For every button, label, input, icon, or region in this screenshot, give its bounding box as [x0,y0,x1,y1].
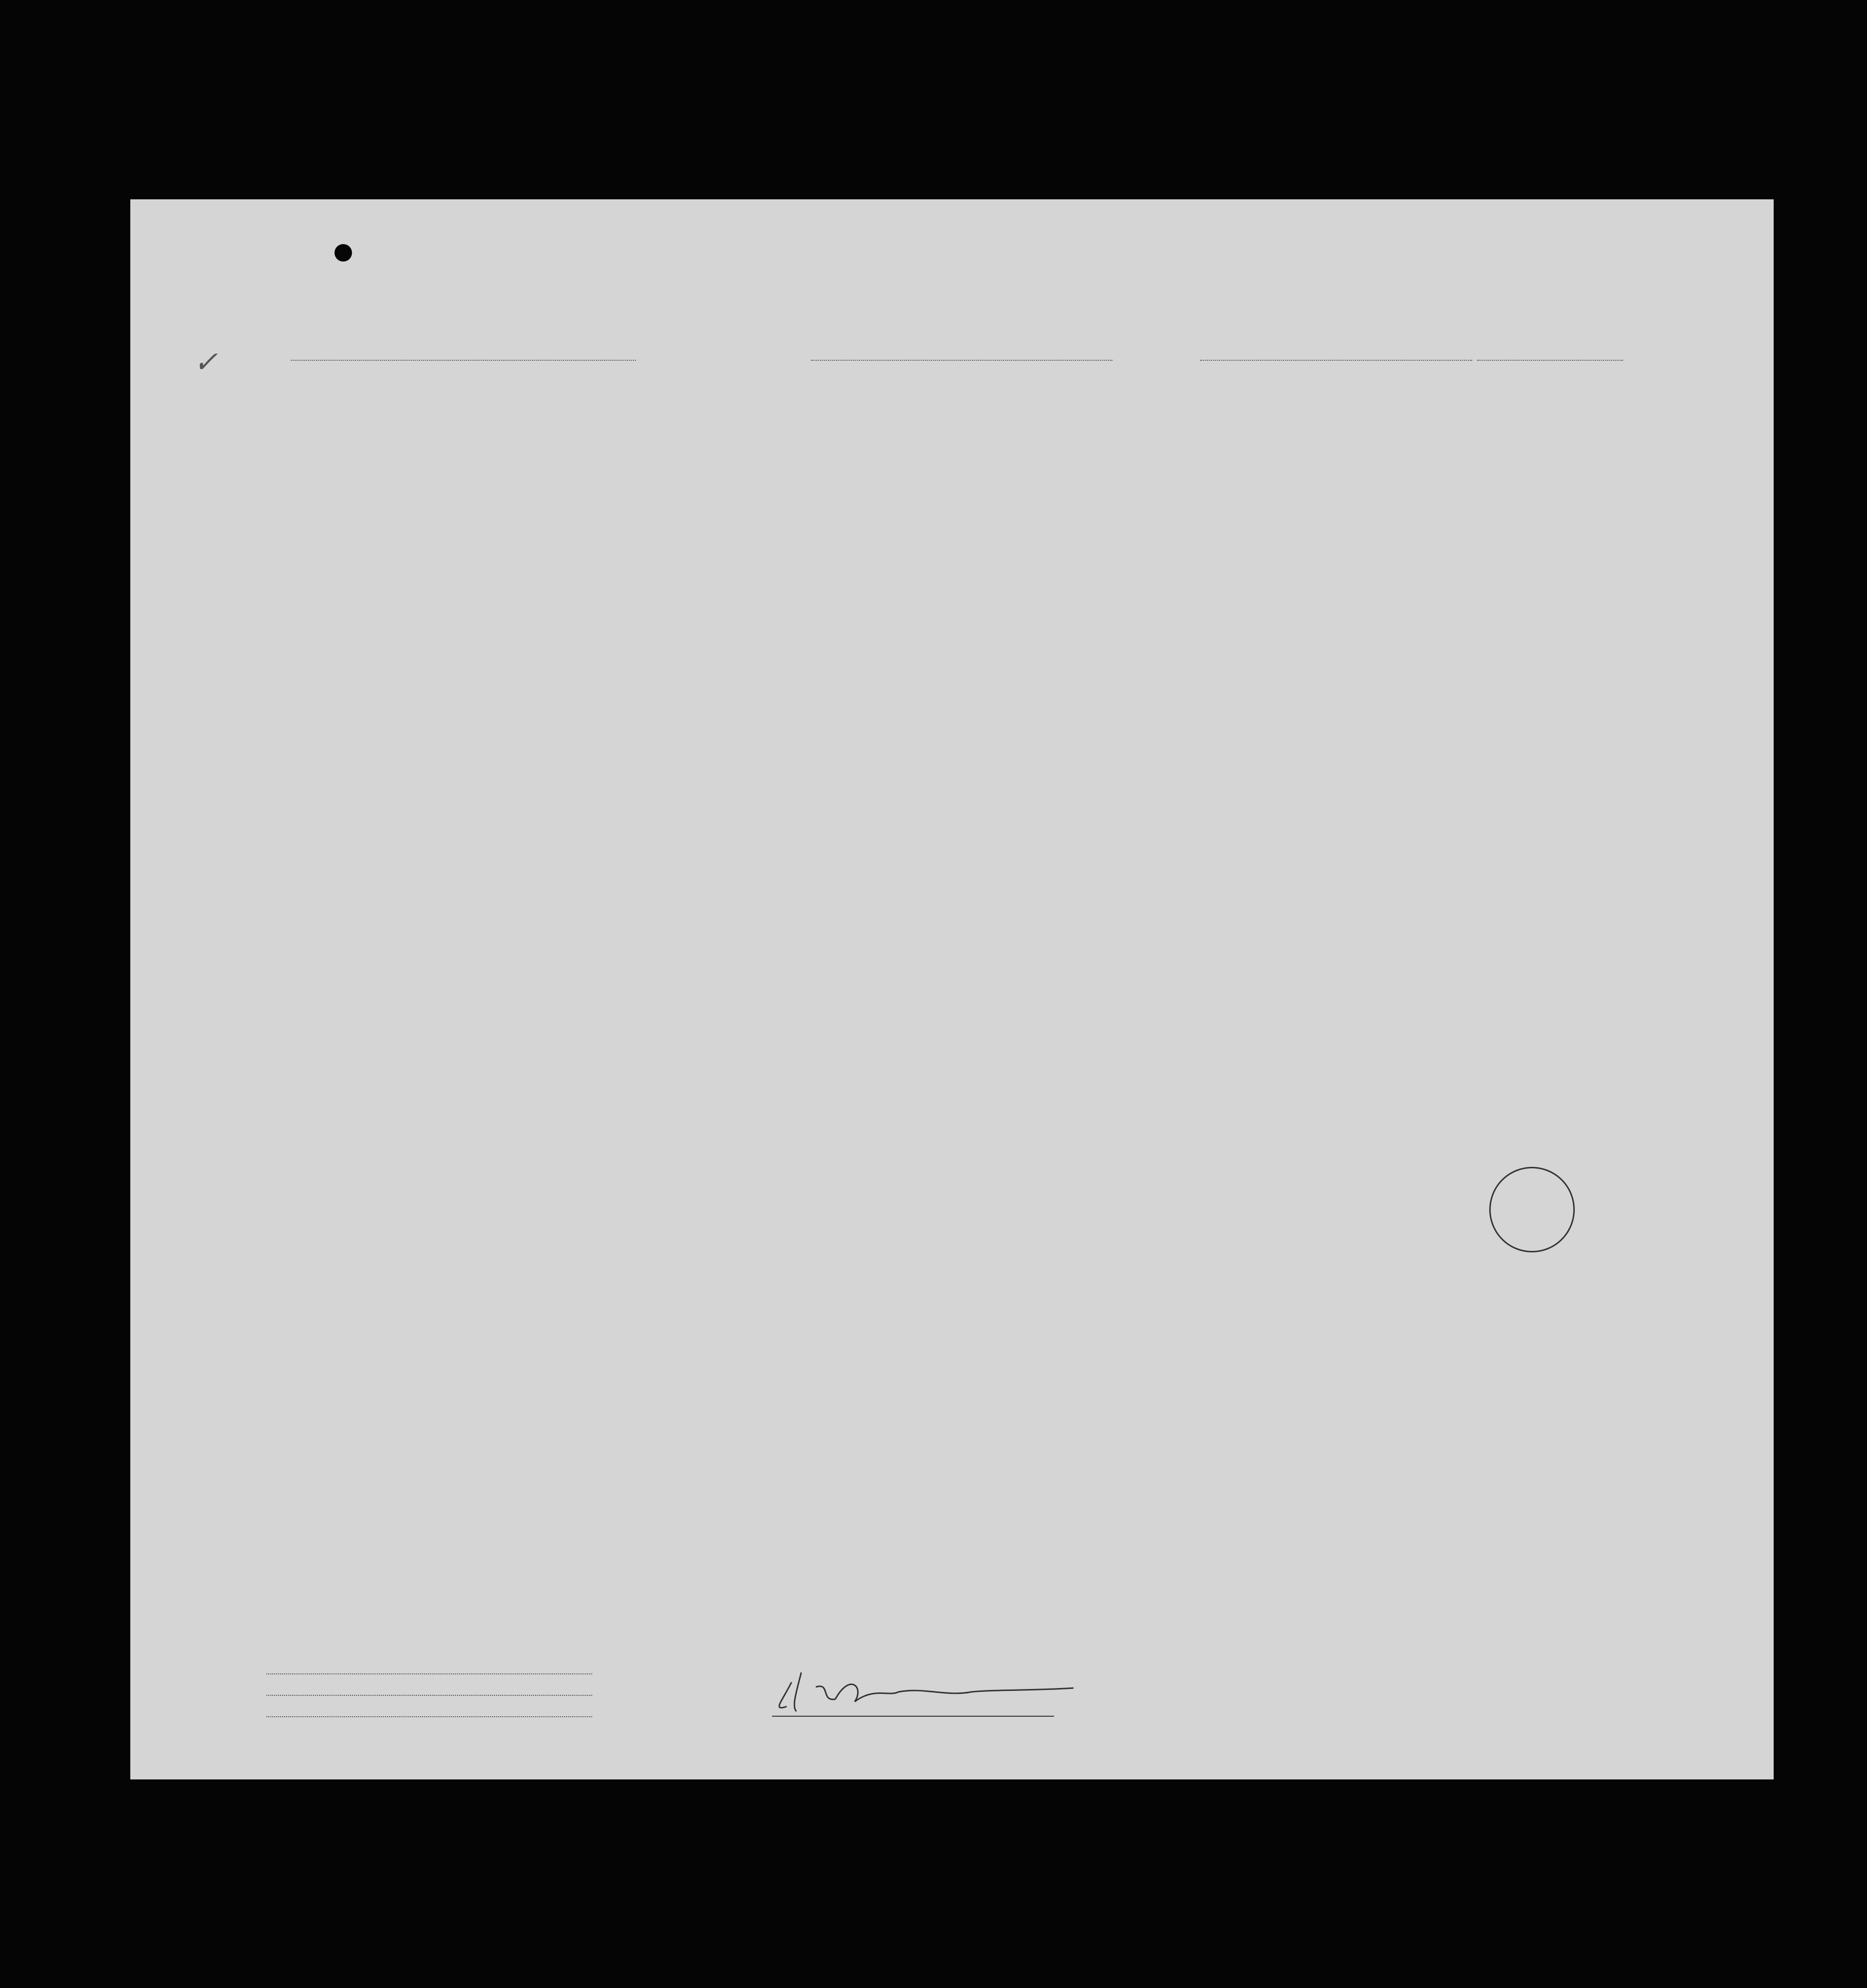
agents-value [266,1716,592,1717]
line-value [266,1673,592,1674]
owners-value [266,1695,592,1696]
consular-stamp [1489,1167,1575,1252]
handwritten-mark: ✓ [194,345,218,379]
table-grid [130,199,1774,1779]
manifest-sheet [130,199,1774,1779]
inspector-signature [762,1653,1112,1731]
